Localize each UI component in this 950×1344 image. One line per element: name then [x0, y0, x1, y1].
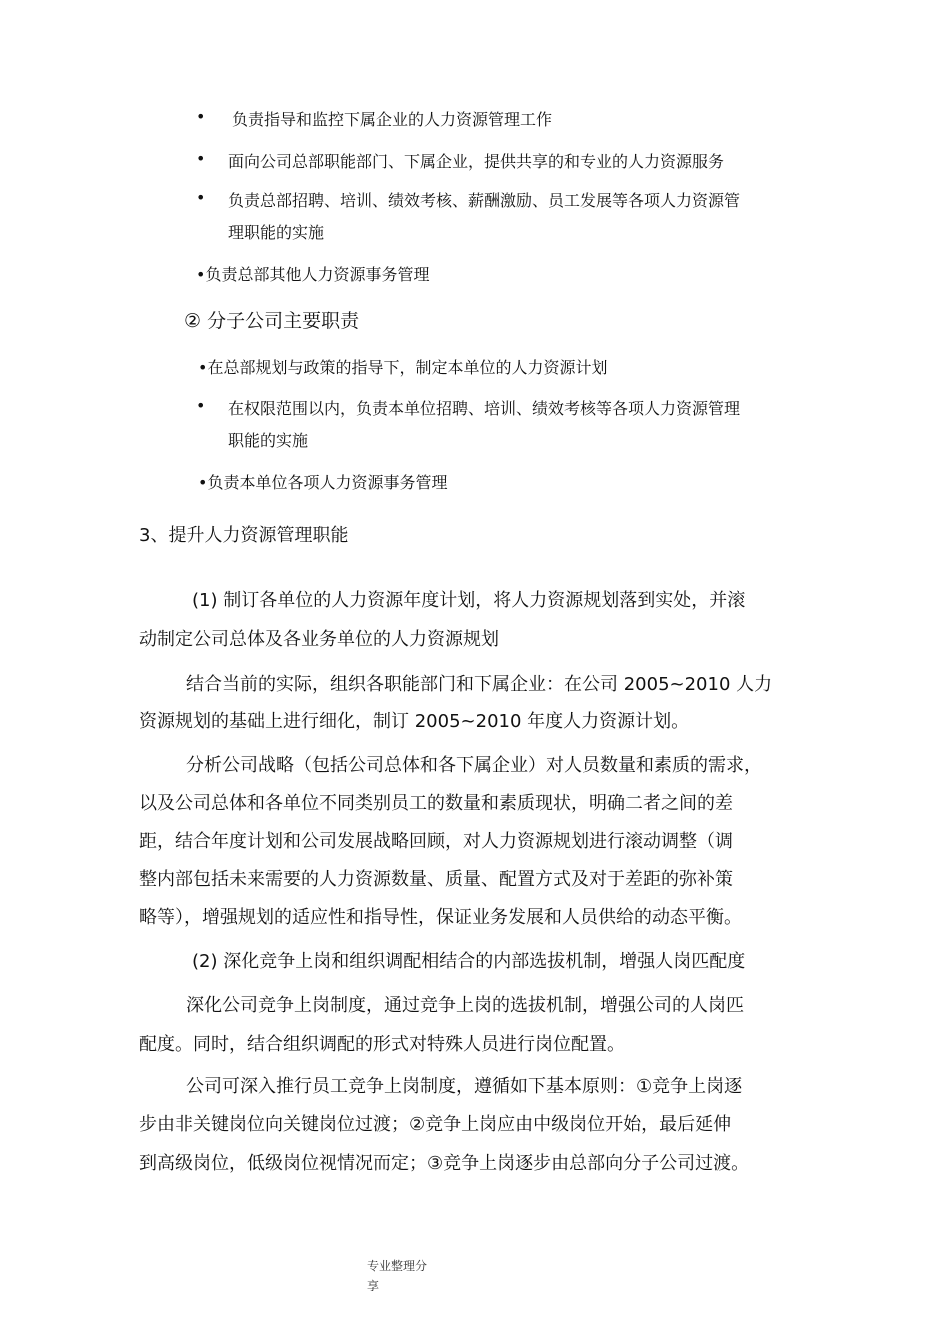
bullet-marker: • — [196, 188, 206, 207]
subheading-1-line: (1) 制订各单位的人力资源年度计划，将人力资源规划落到实处，并滚 — [192, 590, 746, 611]
section-heading: 3、提升人力资源管理职能 — [139, 525, 349, 546]
footer-text: 享 — [367, 1279, 380, 1293]
list-item: 负责指导和监控下属企业的人力资源管理工作 — [232, 110, 553, 129]
paragraph-line: 距，结合年度计划和公司发展战略回顾，对人力资源规划进行滚动调整（调 — [139, 831, 733, 852]
section-heading: ② 分子公司主要职责 — [184, 310, 360, 332]
footer-text: 专业整理分 — [367, 1259, 428, 1273]
list-item-continuation: 职能的实施 — [228, 431, 309, 450]
paragraph-line: 整内部包括未来需要的人力资源数量、质量、配置方式及对于差距的弥补策 — [139, 869, 733, 890]
paragraph-line: 结合当前的实际，组织各职能部门和下属企业：在公司 2005~2010 人力 — [186, 674, 773, 695]
paragraph-line: 略等），增强规划的适应性和指导性，保证业务发展和人员供给的动态平衡。 — [139, 907, 742, 928]
bullet-marker: • — [196, 396, 206, 415]
paragraph-line: 动制定公司总体及各业务单位的人力资源规划 — [139, 629, 499, 650]
paragraph-line: 公司可深入推行员工竞争上岗制度，遵循如下基本原则：①竞争上岗逐 — [186, 1076, 743, 1097]
paragraph-line: 步由非关键岗位向关键岗位过渡；②竞争上岗应由中级岗位开始，最后延伸 — [139, 1114, 732, 1135]
list-item: 负责总部招聘、培训、绩效考核、薪酬激励、员工发展等各项人力资源管 — [228, 191, 741, 210]
bullet-marker: • — [196, 107, 206, 126]
subheading-2-line: (2) 深化竞争上岗和组织调配相结合的内部选拔机制，增强人岗匹配度 — [192, 951, 746, 972]
list-item: •在总部规划与政策的指导下，制定本单位的人力资源计划 — [198, 358, 608, 377]
paragraph-line: 深化公司竞争上岗制度，通过竞争上岗的选拔机制，增强公司的人岗匹 — [186, 995, 744, 1016]
paragraph-line: 配度。同时，结合组织调配的形式对特殊人员进行岗位配置。 — [139, 1034, 625, 1055]
list-item: 在权限范围以内，负责本单位招聘、培训、绩效考核等各项人力资源管理 — [228, 399, 741, 418]
paragraph-line: 资源规划的基础上进行细化，制订 2005~2010 年度人力资源计划。 — [139, 711, 690, 732]
list-item: 面向公司总部职能部门、下属企业，提供共享的和专业的人力资源服务 — [228, 152, 725, 171]
bullet-marker: • — [196, 149, 206, 168]
list-item: •负责本单位各项人力资源事务管理 — [198, 473, 448, 492]
list-item-continuation: 理职能的实施 — [228, 223, 325, 242]
paragraph-line: 以及公司总体和各单位不同类别员工的数量和素质现状，明确二者之间的差 — [139, 793, 733, 814]
paragraph-line: 到高级岗位，低级岗位视情况而定；③竞争上岗逐步由总部向分子公司过渡。 — [139, 1153, 750, 1174]
list-item: •负责总部其他人力资源事务管理 — [196, 265, 430, 284]
paragraph-line: 分析公司战略（包括公司总体和各下属企业）对人员数量和素质的需求， — [186, 755, 762, 776]
